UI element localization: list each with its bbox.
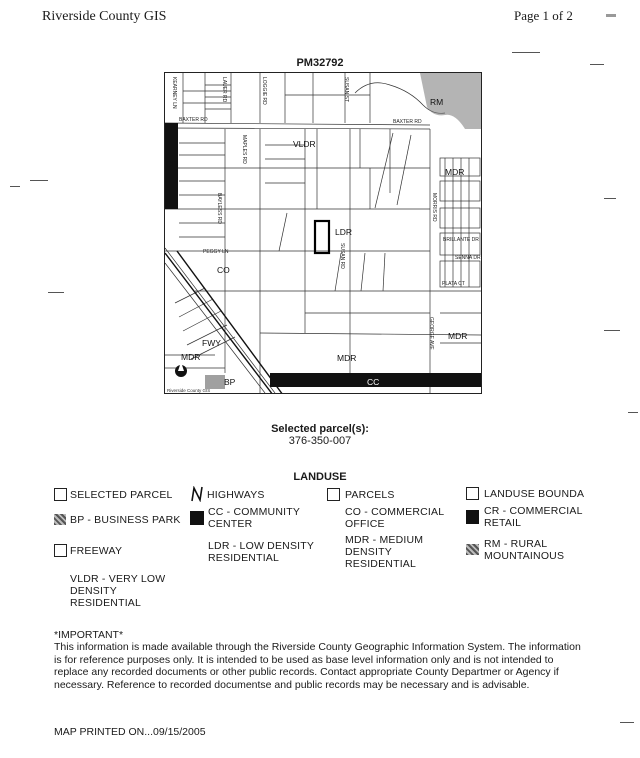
street-susan-rd: SUSAN RD [339, 243, 345, 269]
notice-body: This information is made available through the Riverside County Geographic Information System. The information is for reference purposes only. It is intended to be used as base level information only and is not intended to replace any recorded documents or other public records. Contact appropriate County Departmer or Agency if necessary. Reference to recorded documentse and public records may be necessary and is advisable. [54, 641, 581, 691]
zone-bp: BP [224, 377, 236, 387]
zone-mdr-east: MDR [445, 167, 465, 177]
legend-title: LANDUSE [293, 471, 347, 483]
community-center-swatch [190, 511, 204, 525]
map-title: PM32792 [296, 57, 344, 69]
legend-community-center: CC - COMMUNITY CENTER [208, 506, 300, 530]
scan-mark [620, 722, 634, 723]
commercial-retail-swatch [466, 510, 479, 524]
legend-parcels: PARCELS [345, 489, 395, 501]
map-canvas [165, 73, 482, 394]
parcels-swatch [327, 488, 340, 501]
scan-mark [604, 330, 620, 331]
street-morris: MORRIS RD [431, 193, 437, 222]
zone-rm: RM [430, 97, 444, 107]
street-senna: SENNA DR [455, 255, 481, 261]
zone-mdr-southwest: MDR [181, 352, 201, 362]
street-baxter-west: BAXTER RD [179, 117, 208, 123]
street-kearney: KEARNEY LN [171, 77, 177, 109]
selected-parcel-swatch [54, 488, 67, 501]
zone-cc: CC [367, 377, 380, 387]
scan-mark [604, 198, 616, 199]
scan-mark [48, 292, 64, 293]
zone-mdr-southeast: MDR [448, 331, 468, 341]
street-loggie: LOGGIE RD [261, 77, 267, 105]
zone-ldr: LDR [335, 227, 353, 237]
notice-heading: *IMPORTANT* [54, 629, 124, 641]
street-plata: PLATA CT [442, 281, 465, 287]
street-baxter-east: BAXTER RD [393, 119, 422, 125]
zone-co: CO [217, 265, 230, 275]
scan-mark [10, 186, 20, 187]
street-maples: MAPLES RD [241, 135, 247, 164]
parcel-map [164, 72, 482, 394]
freeway-swatch [54, 544, 67, 557]
street-george: GEORGE AVE [428, 317, 434, 350]
selected-parcel-label: Selected parcel(s): [271, 423, 369, 435]
legend-very-low-density: VLDR - VERY LOW DENSITY RESIDENTIAL [70, 573, 166, 609]
street-peggy: PEGGY LN [203, 249, 229, 255]
legend-low-density: LDR - LOW DENSITY RESIDENTIAL [208, 540, 314, 564]
street-bayless: BAYLESS RD [216, 193, 222, 225]
rural-mountainous-swatch [466, 544, 479, 555]
legend-freeway: FREEWAY [70, 545, 123, 557]
selected-parcel-value: 376-350-007 [288, 435, 352, 447]
business-park-swatch [54, 514, 66, 525]
page-number: Page 1 of 2 [514, 8, 573, 23]
scan-mark [628, 412, 638, 413]
zone-cr: CR [166, 159, 179, 169]
legend-medium-density: MDR - MEDIUM DENSITY RESIDENTIAL [345, 534, 424, 570]
scan-mark [30, 180, 48, 181]
scan-mark [512, 52, 540, 53]
highway-icon [190, 486, 204, 502]
legend-selected-parcel: SELECTED PARCEL [70, 489, 173, 501]
landuse-boundary-swatch [466, 487, 479, 500]
map-credit: Riverside County GIS [167, 388, 211, 393]
legend-rural-mountainous: RM - RURAL MOUNTAINOUS [484, 538, 565, 562]
zone-mdr-south: MDR [337, 353, 357, 363]
legend-highways: HIGHWAYS [207, 489, 265, 501]
street-fwy: FWY [202, 338, 221, 348]
header-title: Riverside County GIS [42, 9, 167, 24]
legend-commercial-retail: CR - COMMERCIAL RETAIL [484, 505, 583, 529]
street-lauer: LAUER RD [221, 77, 227, 103]
print-date: MAP PRINTED ON...09/15/2005 [54, 726, 206, 738]
street-brillante: BRILLANTE DR [443, 237, 479, 243]
scan-mark [606, 14, 616, 17]
legend-landuse-boundary: LANDUSE BOUNDA [484, 488, 585, 500]
street-susan-st: SUSAN ST [343, 77, 349, 103]
zone-vldr: VLDR [293, 139, 316, 149]
legend-commercial-office: CO - COMMERCIAL OFFICE [345, 506, 444, 530]
legend-business-park: BP - BUSINESS PARK [70, 514, 181, 526]
